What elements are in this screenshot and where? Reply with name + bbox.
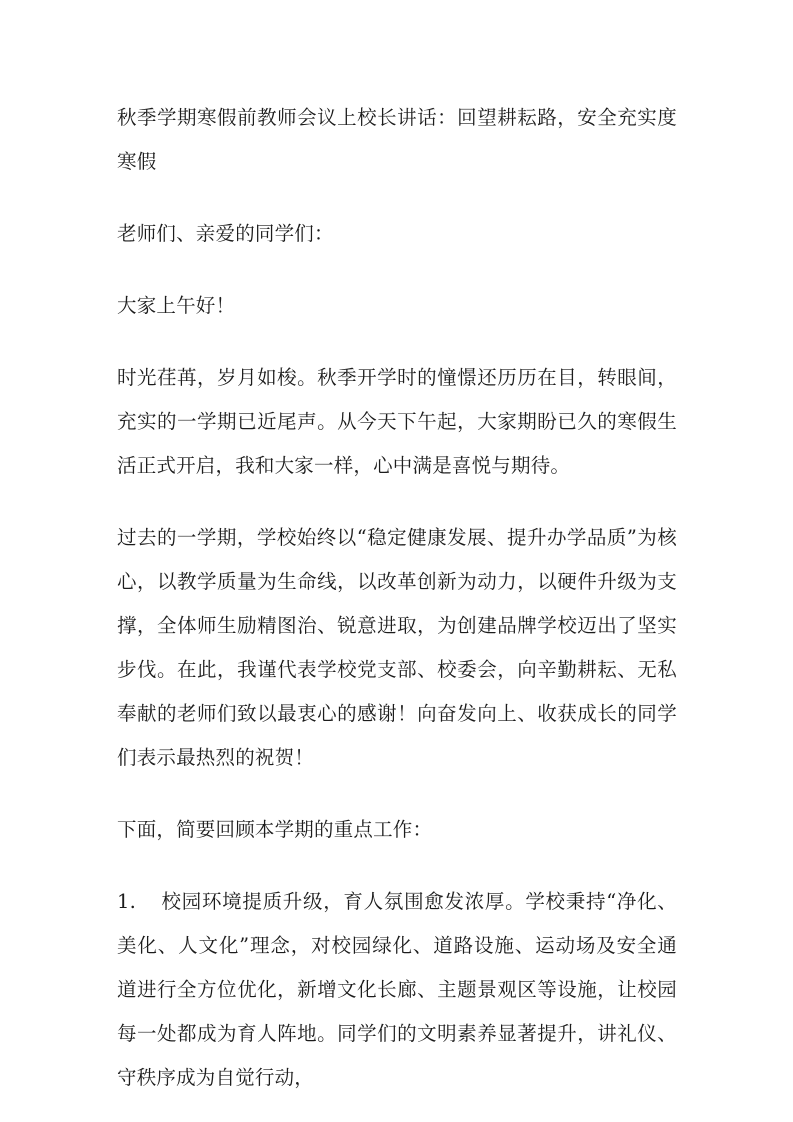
- greeting-line: 大家上午好！: [117, 294, 236, 317]
- list-item-marker: 1.: [117, 890, 137, 913]
- list-item: [117, 880, 677, 1100]
- list-item-text: 校园环境提质升级，育人氛围愈发浓厚。学校秉持“净化、美化、人文化”理念，对校园绿化、道路设施、运动场及安全通道进行全方位优化，新增文化长廊、主题景观区等设施，让校园每一处都成为育人阵地。同学们的文明素养显著提升，讲礼仪、守秩序成为自觉行动，: [117, 890, 677, 1089]
- paragraph-semester-reflection: 时光荏苒，岁月如梭。秋季开学时的憧憬还历历在目，转眼间，充实的一学期已近尾声。从今天下午起，大家期盼已久的寒假生活正式开启，我和大家一样，心中满是喜悦与期待。: [117, 366, 677, 477]
- paragraph-key-work-intro: 下面，简要回顾本学期的重点工作：: [117, 818, 433, 841]
- document-body: [117, 96, 677, 1122]
- paragraph-semester-review: 过去的一学期，学校始终以“稳定健康发展、提升办学品质”为核心，以教学质量为生命线，以改革创新为动力，以硬件升级为支撑，全体师生励精图治、锐意进取，为创建品牌学校迈出了坚实步伐。在此，我谨代表学校党支部、校委会，向辛勤耕耘、无私奉献的老师们致以最衷心的感谢！向奋发向上、收获成长的同学们表示最热烈的祝贺！: [117, 526, 677, 769]
- document-title: 秋季学期寒假前教师会议上校长讲话：回望耕耘路，安全充实度寒假: [117, 106, 677, 173]
- salutation-line: 老师们、亲爱的同学们：: [117, 222, 334, 245]
